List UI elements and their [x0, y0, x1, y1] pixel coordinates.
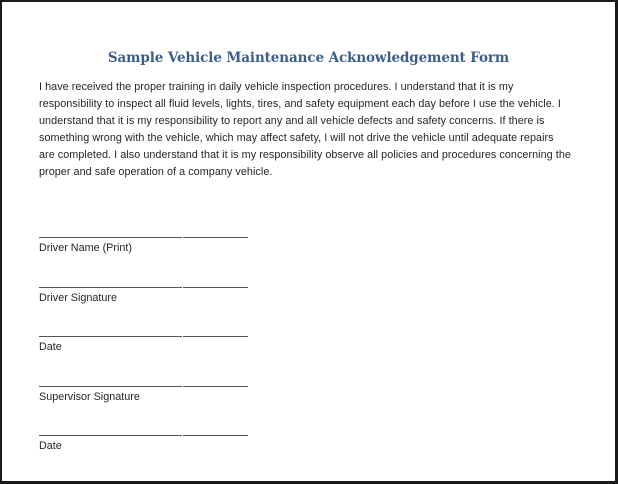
- blank-line-segment: [39, 237, 182, 238]
- blank-line-segment: [39, 287, 182, 288]
- driver-signature-blank-line[interactable]: [39, 278, 299, 288]
- driver-name-blank-line[interactable]: [39, 228, 299, 238]
- driver-signature-label: Driver Signature: [39, 292, 118, 304]
- driver-date-label: Date: [39, 341, 62, 353]
- blank-line-segment: [39, 336, 182, 337]
- supervisor-signature-label: Supervisor Signature: [39, 391, 140, 403]
- paragraph-line: something wrong with the vehicle, which may affect safety, I will not drive the vehicle until adequate repairs: [39, 132, 554, 144]
- paragraph-line: are completed. I also understand that it is my responsibility observe all policies and procedures concerning the: [39, 149, 571, 161]
- supervisor-date-label: Date: [39, 440, 62, 452]
- driver-date-blank-line[interactable]: [39, 327, 299, 337]
- supervisor-signature-field: [39, 377, 299, 403]
- blank-line-segment: [39, 386, 182, 387]
- paragraph-line: responsibility to inspect all fluid levels, lights, tires, and safety equipment each day before I use the vehicle. I: [39, 98, 561, 110]
- driver-signature-field: [39, 278, 299, 304]
- form-title: Sample Vehicle Maintenance Acknowledgement Form: [107, 50, 510, 66]
- paragraph-line: proper and safe operation of a company vehicle.: [39, 166, 273, 178]
- supervisor-signature-blank-line[interactable]: [39, 377, 299, 387]
- supervisor-date-blank-line[interactable]: [39, 426, 299, 436]
- acknowledgement-paragraph: [39, 79, 591, 181]
- blank-line-segment: [183, 435, 248, 436]
- blank-line-segment: [183, 336, 248, 337]
- blank-line-segment: [183, 386, 248, 387]
- driver-name-label: Driver Name (Print): [39, 242, 132, 254]
- paragraph-line: I have received the proper training in daily vehicle inspection procedures. I understand that it is my: [39, 81, 514, 93]
- blank-line-segment: [39, 435, 182, 436]
- paragraph-line: understand that it is my responsibility to report any and all vehicle defects and safety concerns. If there is: [39, 115, 545, 127]
- driver-name-field: [39, 228, 299, 254]
- blank-line-segment: [183, 287, 248, 288]
- blank-line-segment: [183, 237, 248, 238]
- driver-date-field: [39, 327, 299, 353]
- supervisor-date-field: [39, 426, 299, 452]
